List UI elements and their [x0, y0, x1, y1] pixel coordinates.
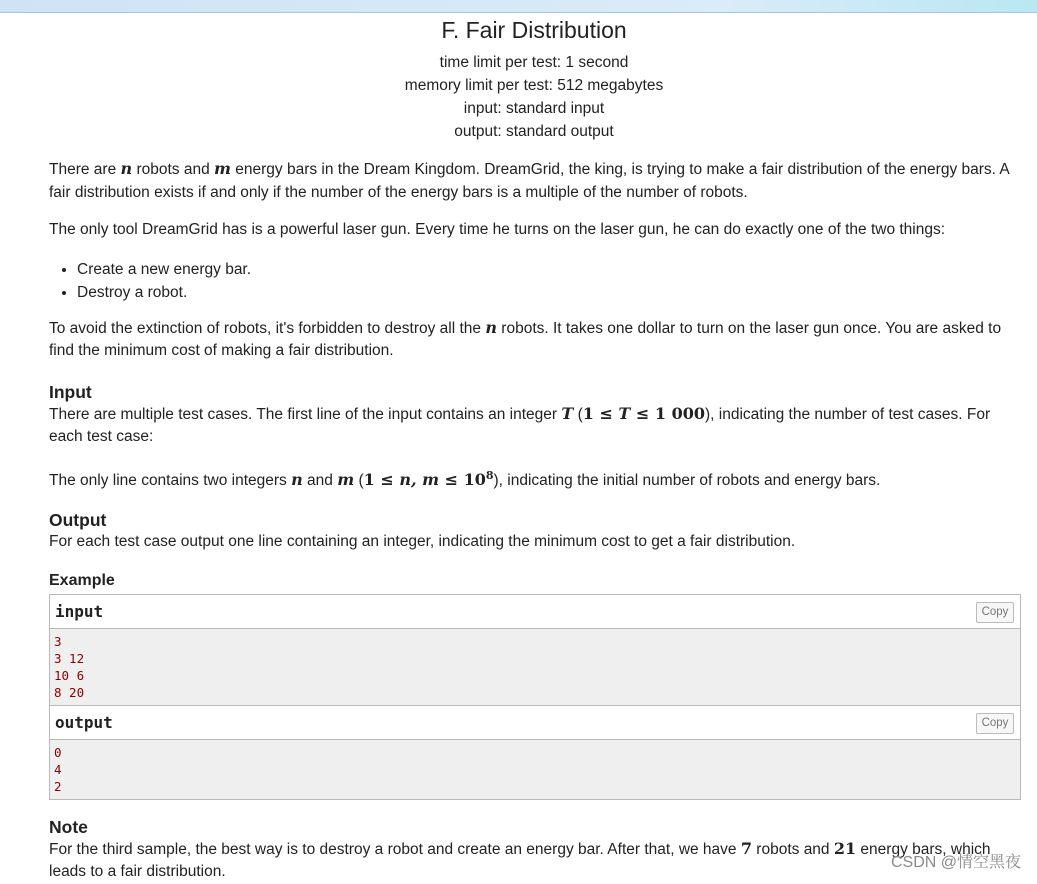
sample-output-header	[50, 706, 1020, 740]
list-item: • Create a new energy bar.	[77, 258, 1021, 281]
sample-line: 4	[54, 761, 62, 777]
watermark-text: CSDN @情空黑夜	[890, 854, 1021, 871]
sample-line: 3	[54, 633, 62, 649]
memory-limit: memory limit per test: 512 megabytes	[404, 77, 664, 94]
list-item: • Destroy a robot.	[77, 281, 1021, 304]
legend-paragraph-1: There are n robots and m energy bars in the Dream Kingdom. DreamGrid, the king, is trying to make a fair distribution of the energy bars. A fair distribution exists if and only if the number of the energy bars is a multiple of the number of robots.	[49, 159, 1009, 201]
sample-line: 0	[54, 744, 62, 760]
input-source: input: standard input	[463, 100, 605, 117]
sample-output-label: output	[55, 712, 113, 732]
note-section-title: Note	[49, 816, 88, 837]
sample-line: 3 12	[54, 650, 85, 666]
input-paragraph-1: There are multiple test cases. The first line of the input contains an integer T (1 ≤ T ≤ 1 000), indicating the number of test cases. For each test case:	[49, 403, 991, 445]
problem-header	[0, 14, 1037, 143]
math-n: n	[120, 159, 133, 178]
sample-line: 10 6	[54, 667, 85, 683]
browser-top-strip	[0, 0, 1037, 13]
math-n: n	[485, 317, 497, 337]
tool-actions-list	[49, 258, 1021, 304]
example-title: Example	[49, 571, 115, 589]
output-section-title: Output	[49, 510, 107, 531]
output-paragraph: For each test case output one line containing an integer, indicating the minimum cost to get a fair distribution.	[49, 533, 796, 551]
problem-statement	[49, 158, 1021, 884]
note-paragraph: For the third sample, the best way is to destroy a robot and create an energy bar. After that, we have 7 robots and 21 energy bars, which leads to a fair distribution.	[49, 838, 991, 881]
copy-input-button[interactable]: Copy	[976, 602, 1014, 623]
problem-title: F. Fair Distribution	[441, 17, 627, 43]
output-source: output: standard output	[454, 123, 614, 140]
sample-input-header	[50, 595, 1020, 629]
time-limit: time limit per test: 1 second	[439, 54, 629, 71]
sample-input-text[interactable]	[50, 629, 1020, 705]
sample-line: 8 20	[54, 684, 85, 700]
sample-output-block	[49, 706, 1021, 800]
math-m: m	[214, 159, 231, 178]
input-section-title: Input	[49, 381, 92, 402]
sample-input-label: input	[55, 601, 104, 621]
sample-line: 2	[54, 778, 62, 794]
sample-input-block	[49, 594, 1021, 706]
input-paragraph-2: The only line contains two integers n and m (1 ≤ n, $m \le 10^8$), indicating the initial number of robots and energy bars.	[49, 468, 881, 489]
sample-output-text[interactable]	[50, 740, 1020, 799]
legend-paragraph-3: To avoid the extinction of robots, it's forbidden to destroy all the n robots. It takes one dollar to turn on the laser gun once. You are asked to find the minimum cost of making a fair distribution.	[49, 317, 1002, 359]
legend-paragraph-2: The only tool DreamGrid has is a powerful laser gun. Every time he turns on the laser gun, he can do exactly one of the two things:	[49, 221, 946, 238]
problem-limits	[0, 51, 1037, 143]
copy-output-button[interactable]: Copy	[976, 713, 1014, 734]
